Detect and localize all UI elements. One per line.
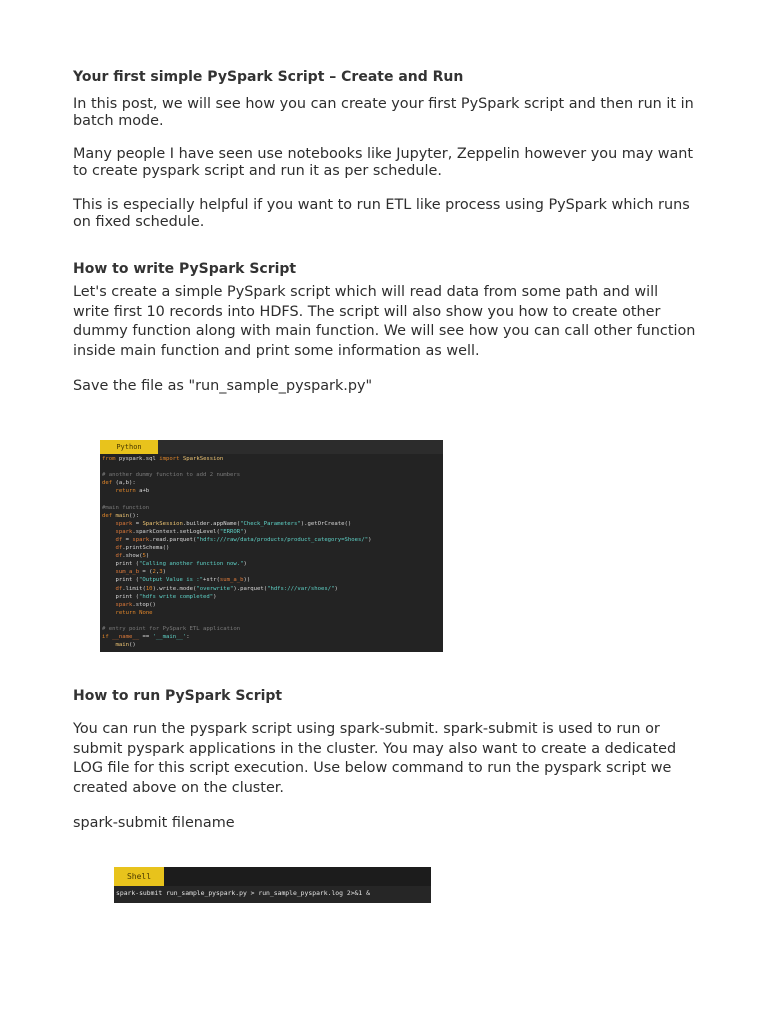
code-line: df.printSchema() [115,545,170,552]
intro-paragraph-2: Many people I have seen use notebooks like Jupyter, Zeppelin however you may want to create pyspark script and run it as per schedule. [73,146,694,179]
code-line: sum_a_b = (2,3) [115,569,167,576]
code-line: def main(): [102,512,140,519]
code-line: print ("hdfs write completed") [102,593,217,600]
intro-paragraph-3: This is especially helpful if you want to run ETL like process using PySpark which runs on fixed schedule. [73,197,690,230]
code-body [102,455,443,649]
code-line: if __name__ == '__main__': [102,634,190,641]
heading-how-to-run: How to run PySpark Script [73,688,283,704]
save-file-note: Save the file as "run_sample_pyspark.py" [73,378,373,394]
shell-toolbar [164,867,431,886]
code-line: return a+b [115,488,150,495]
code-line [102,617,443,625]
code-toolbar [158,440,443,454]
code-line [102,495,443,503]
shell-code-block [114,867,431,903]
run-command-note: spark-submit filename [73,815,235,831]
code-line: #main function [102,504,150,511]
heading-how-to-write: How to write PySpark Script [73,261,297,277]
code-line: from pyspark.sql import SparkSession [102,456,224,462]
code-line: spark.stop() [115,601,156,608]
code-line: print ("Calling another function now.") [102,561,247,568]
shell-language-tab[interactable]: Shell [114,867,164,886]
code-line: spark.sparkContext.setLogLevel("ERROR") [115,528,247,535]
shell-command: spark-submit run_sample_pyspark.py > run_sample_pyspark.log 2>&1 & [116,889,370,897]
code-language-tab[interactable]: Python [100,440,158,454]
code-line: # another dummy function to add 2 numbers [102,472,241,479]
code-line: return None [115,609,153,616]
code-line: # entry point for PySpark ETL application [102,625,241,632]
code-line: df.limit(10).write.mode("overwrite").parquet("hdfs:///var/shoes/") [115,585,338,592]
python-code-block [100,440,443,652]
code-line [102,463,443,471]
heading-create-and-run: Your first simple PySpark Script – Create and Run [73,69,464,85]
code-line: spark = SparkSession.builder.appName("Check_Parameters").getOrCreate() [115,520,352,527]
run-paragraph: You can run the pyspark script using spark-submit. spark-submit is used to run or submit pyspark applications in the cluster. You may also want to create a dedicated LOG file for this script execution. Use below command to run the pyspark script we created above on the cluster. [73,721,677,796]
code-line: print ("Output Value is :"+str(sum_a_b)) [102,577,251,584]
write-paragraph: Let's create a simple PySpark script which will read data from some path and will write first 10 records into HDFS. The script will also show you how to create other dummy function along with main function. We will see how you can call other function inside main function and print some information as well. [73,284,696,359]
code-line: def (a,b): [102,480,136,487]
code-line: main() [115,642,136,649]
code-line: df.show(5) [115,553,150,560]
intro-paragraph-1: In this post, we will see how you can create your first PySpark script and then run it in batch mode. [73,96,694,129]
code-line: df = spark.read.parquet("hdfs:///raw/data/products/product_category=Shoes/") [115,536,372,543]
